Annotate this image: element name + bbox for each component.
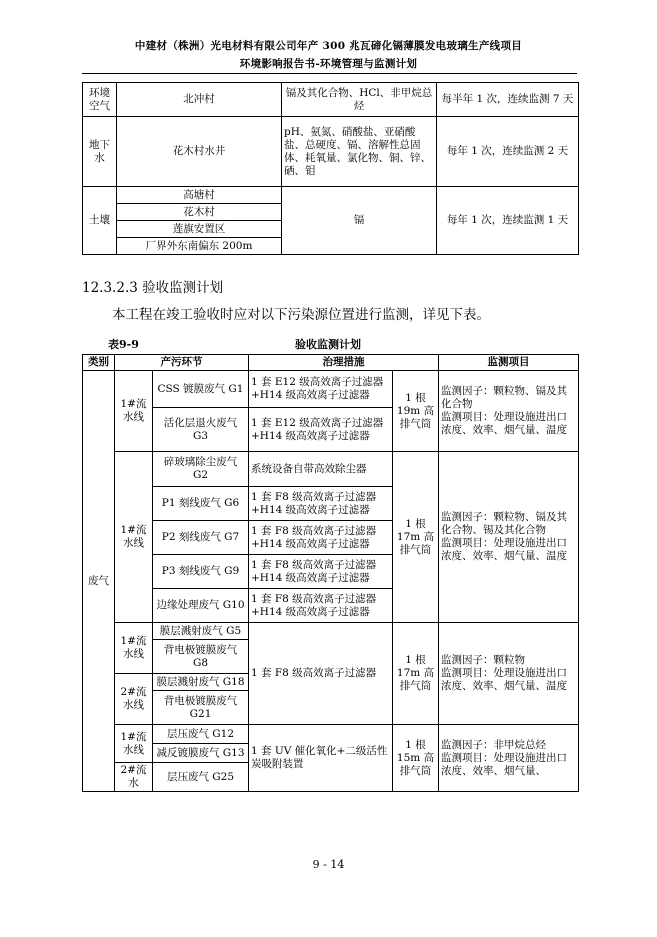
table-row [83, 187, 579, 204]
table-row [83, 117, 579, 187]
table-cell: 1 套 UV 催化氧化+二级活性炭吸附装置 [249, 725, 393, 792]
table-cell: 1 套 E12 级高效离子过滤器+H14 级高效离子过滤器 [249, 408, 393, 452]
acceptance-monitoring-table [82, 354, 579, 792]
header-subtitle: 环境影响报告书-环境管理与监测计划 [239, 58, 418, 70]
table-cell: 北冲村 [117, 83, 282, 117]
table-cell: 每半年 1 次，连续监测 7 天 [437, 83, 579, 117]
table-cell: 1 套 E12 级高效离子过滤器+H14 级高效离子过滤器 [249, 371, 393, 408]
table-cell: P3 刻线废气 G9 [153, 555, 249, 589]
table-cell: 膜层溅射废气 G18 [153, 674, 249, 691]
table-cell: 1#流水线 [115, 623, 153, 674]
monitoring-table [82, 82, 579, 255]
table-cell: 1 根 17m 高排气筒 [393, 623, 439, 725]
table-cell: 减反镀膜废气 G13 [153, 744, 249, 763]
table-cell: 厂界外东南偏东 200m [117, 238, 282, 255]
table-cell: 镉及其化合物、HCl、非甲烷总烃 [282, 83, 437, 117]
table-cell: P1 刻线废气 G6 [153, 487, 249, 521]
table-cell: 2#流水线 [115, 674, 153, 725]
table-cell: 环境空气 [83, 83, 117, 117]
column-header: 治理措施 [249, 355, 439, 371]
table-cell: 每年 1 次，连续监测 1 天 [437, 187, 579, 255]
table-cell: 镉 [282, 187, 437, 255]
table-cell: 1 套 F8 级高效离子过滤器+H14 级高效离子过滤器 [249, 521, 393, 555]
table-caption-title: 验收监测计划 [295, 338, 361, 351]
table-cell: 2#流水 [115, 763, 153, 792]
table-cell: 1 根 19m 高排气筒 [393, 371, 439, 452]
table-row [83, 452, 579, 487]
table-cell: 监测因子：非甲烷总烃 监测项目：处理设施进出口浓度、效率、烟气量、 [439, 725, 579, 792]
table-row [83, 83, 579, 117]
table-cell: 花木村水井 [117, 117, 282, 187]
page-number: 9 - 14 [312, 858, 345, 871]
table-cell: 每年 1 次，连续监测 2 天 [437, 117, 579, 187]
table-cell: 废气 [83, 371, 115, 792]
table-cell: pH、氨氮、硝酸盐、亚硝酸盐、总硬度、镉、溶解性总固体、耗氧量、氯化物、铜、锌、硒、钼 [282, 117, 437, 187]
table-cell: P2 刻线废气 G7 [153, 521, 249, 555]
table-cell: 边缘处理废气 G10 [153, 589, 249, 623]
table-cell: 活化层退火废气 G3 [153, 408, 249, 452]
table-cell: 背电极镀膜废气 G8 [153, 640, 249, 674]
table-cell: 1#流水线 [115, 725, 153, 763]
table-cell: 1 根 17m 高排气筒 [393, 452, 439, 623]
table-cell: 1 套 F8 级高效离子过滤器+H14 级高效离子过滤器 [249, 589, 393, 623]
table-cell: 1 套 F8 级高效离子过滤器+H14 级高效离子过滤器 [249, 555, 393, 589]
table-cell: 监测因子：颗粒物、镉及其化合物 监测项目：处理设施进出口浓度、效率、烟气量、温度 [439, 371, 579, 452]
table-cell: 土壤 [83, 187, 117, 255]
header-divider [82, 73, 577, 74]
table-cell: CSS 镀膜废气 G1 [153, 371, 249, 408]
table-cell: 1 根 15m 高排气筒 [393, 725, 439, 792]
table-cell: 地下水 [83, 117, 117, 187]
table-cell: 碎玻璃除尘废气 G2 [153, 452, 249, 487]
section-paragraph: 本工程在竣工验收时应对以下污染源位置进行监测，详见下表。 [112, 307, 490, 323]
table-cell: 层压废气 G25 [153, 763, 249, 792]
table-cell: 背电极镀膜废气 G21 [153, 691, 249, 725]
column-header: 监测项目 [439, 355, 579, 371]
table-cell: 膜层溅射废气 G5 [153, 623, 249, 640]
table-row [83, 371, 579, 408]
table-cell: 层压废气 G12 [153, 725, 249, 744]
header-title: 中建材（株洲）光电材料有限公司年产 300 兆瓦碲化镉薄膜发电玻璃生产线项目 [134, 40, 523, 52]
table-cell: 1 套 F8 级高效离子过滤器+H14 级高效离子过滤器 [249, 487, 393, 521]
section-heading: 12.3.2.3 验收监测计划 [82, 280, 224, 296]
table-cell: 系统设备自带高效除尘器 [249, 452, 393, 487]
column-header: 类别 [83, 355, 115, 371]
table-cell: 花木村 [117, 204, 282, 221]
table-cell: 1#流水线 [115, 452, 153, 623]
table-cell: 监测因子：颗粒物、镉及其化合物、锡及其化合物 监测项目：处理设施进出口浓度、效率、烟气量、温度 [439, 452, 579, 623]
table-cell: 高塘村 [117, 187, 282, 204]
table-row [83, 623, 579, 640]
table-cell: 监测因子：颗粒物 监测项目：处理设施进出口浓度、效率、烟气量、温度 [439, 623, 579, 725]
table-row [83, 725, 579, 744]
table-cell: 1 套 F8 级高效离子过滤器 [249, 623, 393, 725]
table-caption-number: 表9-9 [108, 338, 139, 351]
table-cell: 莲旗安置区 [117, 221, 282, 238]
table-cell: 1#流水线 [115, 371, 153, 452]
column-header: 产污环节 [115, 355, 249, 371]
table-header-row [83, 355, 579, 371]
